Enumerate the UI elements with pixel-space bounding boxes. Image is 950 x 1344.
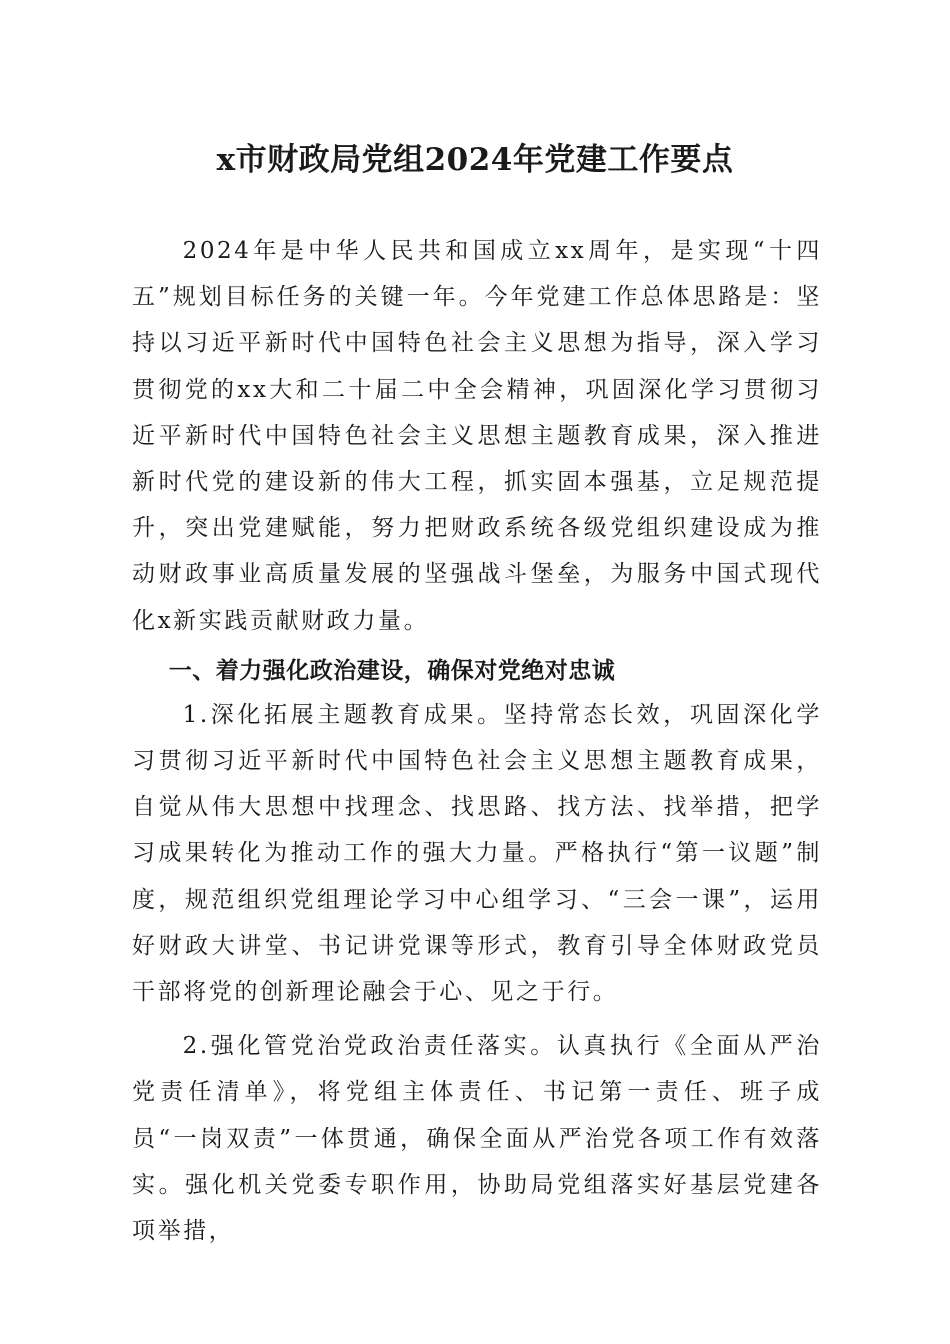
section-1-item-2: 2.强化管党治党政治责任落实。认真执行《全面从严治党责任清单》，将党组主体责任、书记第一责任、班子成员“一岗双责”一体贯通，确保全面从严治党各项工作有效落实。强化机关党委专职作用，协助局党组落实好基层党建各项举措， (132, 1033, 822, 1245)
document-body (132, 228, 822, 1254)
section-heading-1: 一、着力强化政治建设，确保对党绝对忠诚 (168, 657, 616, 684)
document-title: x市财政局党组2024年党建工作要点 (216, 142, 734, 178)
intro-paragraph: 2024年是中华人民共和国成立xx周年，是实现“十四五”规划目标任务的关键一年。今年党建工作总体思路是：坚持以习近平新时代中国特色社会主义思想为指导，深入学习贯彻党的xx大和二十届二中全会精神，巩固深化学习贯彻习近平新时代中国特色社会主义思想主题教育成果，深入推进新时代党的建设新的伟大工程，抓实固本强基，立足规范提升，突出党建赋能，努力把财政系统各级党组织建设成为推动财政事业高质量发展的坚强战斗堡垒，为服务中国式现代化x新实践贡献财政力量。 (132, 238, 822, 634)
section-1-item-1: 1.深化拓展主题教育成果。坚持常态长效，巩固深化学习贯彻习近平新时代中国特色社会主义思想主题教育成果，自觉从伟大思想中找理念、找思路、找方法、找举措，把学习成果转化为推动工作的强大力量。严格执行“第一议题”制度，规范组织党组理论学习中心组学习、“三会一课”，运用好财政大讲堂、书记讲党课等形式，教育引导全体财政党员干部将党的创新理论融会于心、见之于行。 (132, 701, 822, 1006)
